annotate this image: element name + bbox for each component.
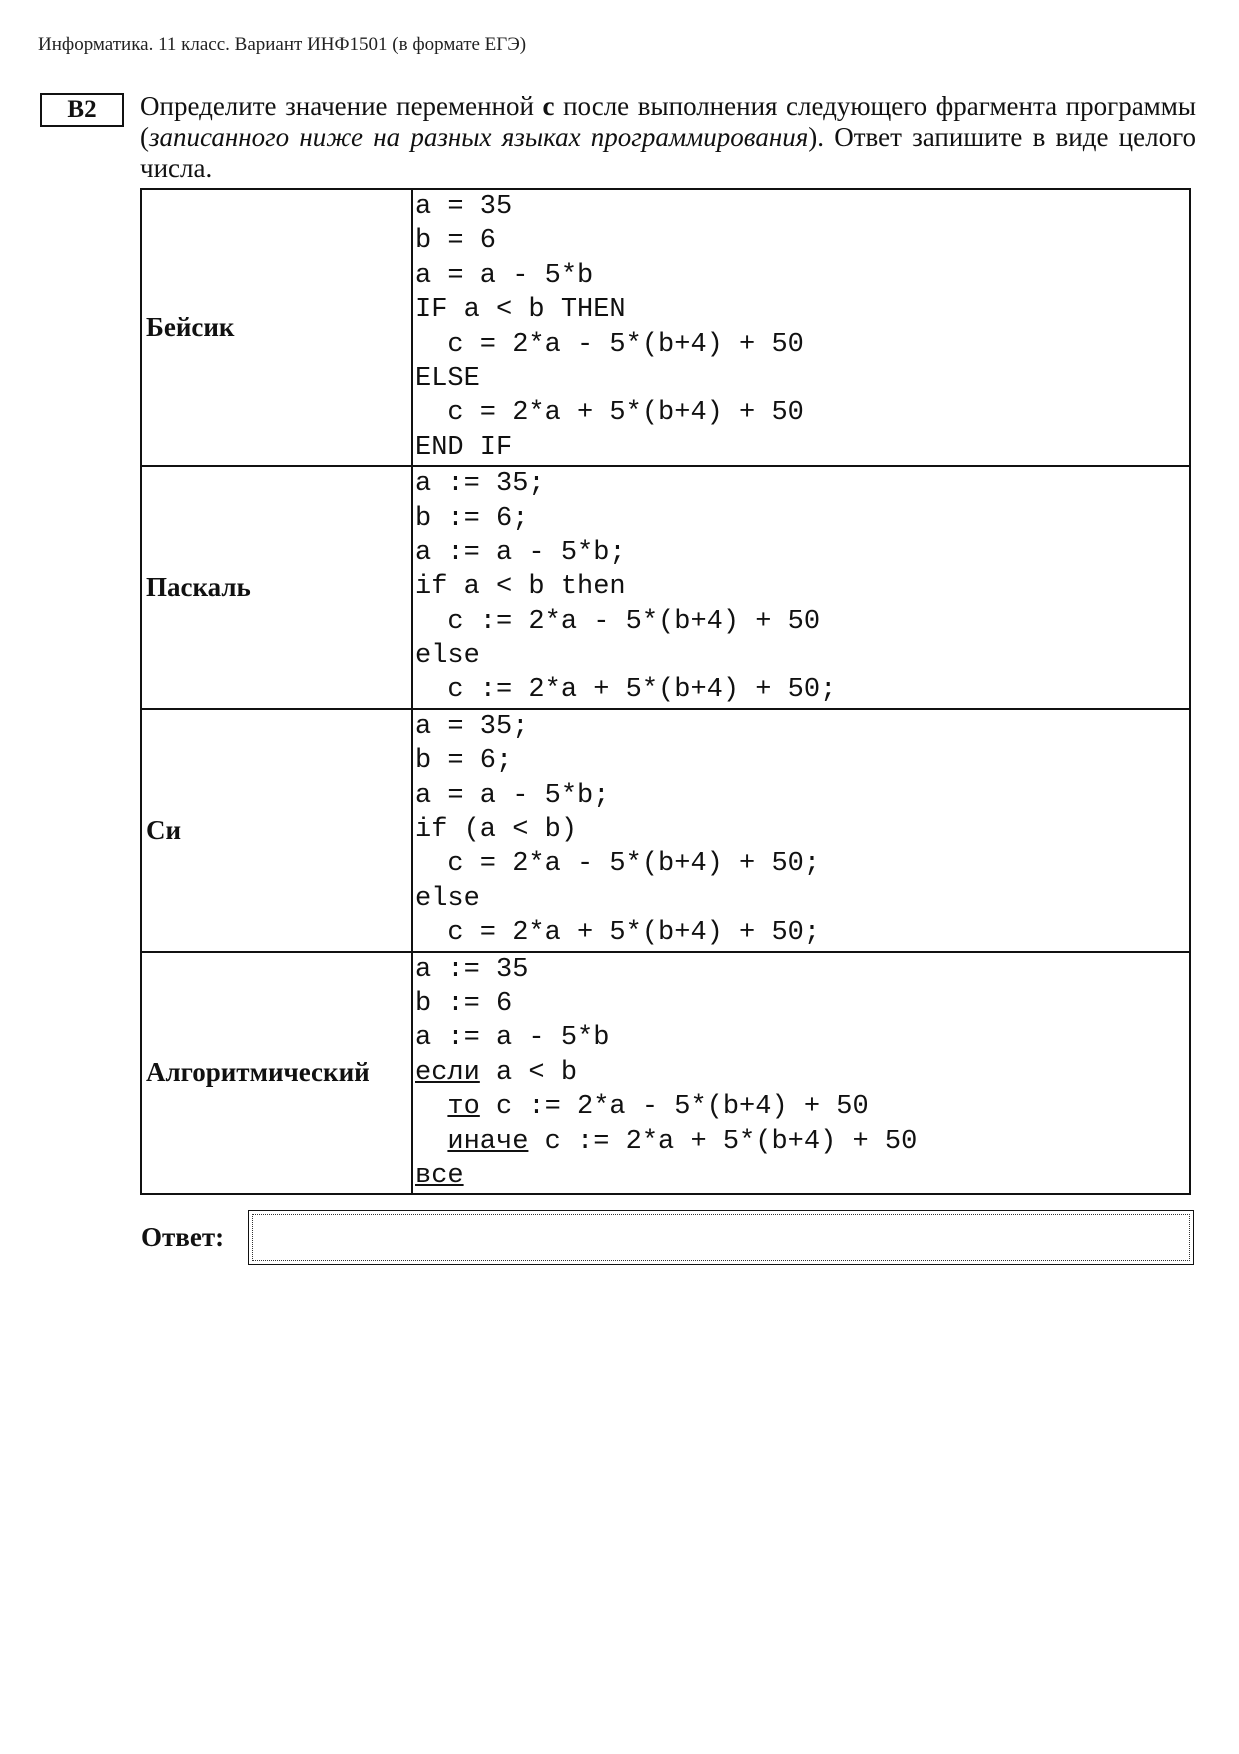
code-line [415, 1159, 1189, 1193]
answer-label: Ответ: [141, 1222, 225, 1252]
answer-input[interactable] [252, 1214, 1190, 1261]
question-text-end: ). Ответ запишите в виде целого числа. [140, 122, 1196, 183]
code-block [412, 466, 1190, 709]
code-line: иначе c := 2*a + 5*(b+4) + 50 [447, 1126, 918, 1157]
language-name: Си [141, 709, 412, 952]
code-line: ELSE [415, 363, 480, 394]
code-line: b = 6 [415, 226, 497, 257]
code-line: else [415, 641, 480, 672]
language-name: Алгоритмический [141, 952, 412, 1195]
code-line: c = 2*a - 5*(b+4) + 50; [415, 849, 821, 880]
program-row [141, 189, 1190, 466]
code-keyword: иначе [447, 1126, 529, 1157]
language-name: Паскаль [141, 466, 412, 709]
code-line: b = 6; [415, 746, 513, 777]
code-line: b := 6 [415, 988, 513, 1019]
question-text-italic: записанного ниже на разных языках программирования [149, 122, 809, 152]
code-line: c = 2*a + 5*(b+4) + 50; [415, 918, 821, 949]
question-variable: c [542, 91, 555, 121]
code-line: if (a < b) [415, 815, 578, 846]
code-keyword: если [415, 1057, 480, 1088]
code-line: a := a - 5*b [415, 1023, 610, 1054]
code-line: c := 2*a + 5*(b+4) + 50; [415, 675, 837, 706]
code-block [412, 952, 1190, 1195]
code-line: c = 2*a + 5*(b+4) + 50 [415, 398, 804, 429]
code-line: a = a - 5*b; [415, 780, 610, 811]
program-row [141, 709, 1190, 952]
code-line: то c := 2*a - 5*(b+4) + 50 [447, 1092, 869, 1123]
question-text-middle: после выполнения следующего фрагмента программы ( [140, 91, 1196, 152]
code-line: IF a < b THEN [415, 295, 626, 326]
code-line: a := 35; [415, 469, 545, 500]
question-text [140, 91, 1196, 184]
code-line: END IF [415, 432, 513, 463]
page-header: Информатика. 11 класс. Вариант ИНФ1501 (в формате ЕГЭ) [38, 34, 527, 55]
program-row [141, 466, 1190, 709]
code-line: a = 35; [415, 711, 529, 742]
program-table [140, 188, 1191, 1195]
code-line: c = 2*a - 5*(b+4) + 50 [415, 329, 804, 360]
language-name: Бейсик [141, 189, 412, 466]
program-row [141, 952, 1190, 1195]
code-keyword: то [447, 1092, 480, 1123]
code-line: a = 35 [415, 192, 513, 222]
code-block [412, 189, 1190, 466]
code-line: если a < b [415, 1057, 578, 1088]
code-line: c := 2*a - 5*(b+4) + 50 [415, 606, 821, 637]
question-number-label: B2 [40, 93, 124, 127]
code-line: b := 6; [415, 503, 529, 534]
answer-box [248, 1210, 1194, 1265]
question-text-start: Определите значение переменной [140, 91, 543, 121]
code-line: a = a - 5*b [415, 260, 594, 291]
code-line: a := a - 5*b; [415, 537, 626, 568]
code-block [412, 709, 1190, 952]
code-line: if a < b then [415, 572, 626, 603]
code-line: else [415, 883, 480, 914]
code-keyword: все [415, 1160, 464, 1191]
code-line: a := 35 [415, 954, 529, 985]
